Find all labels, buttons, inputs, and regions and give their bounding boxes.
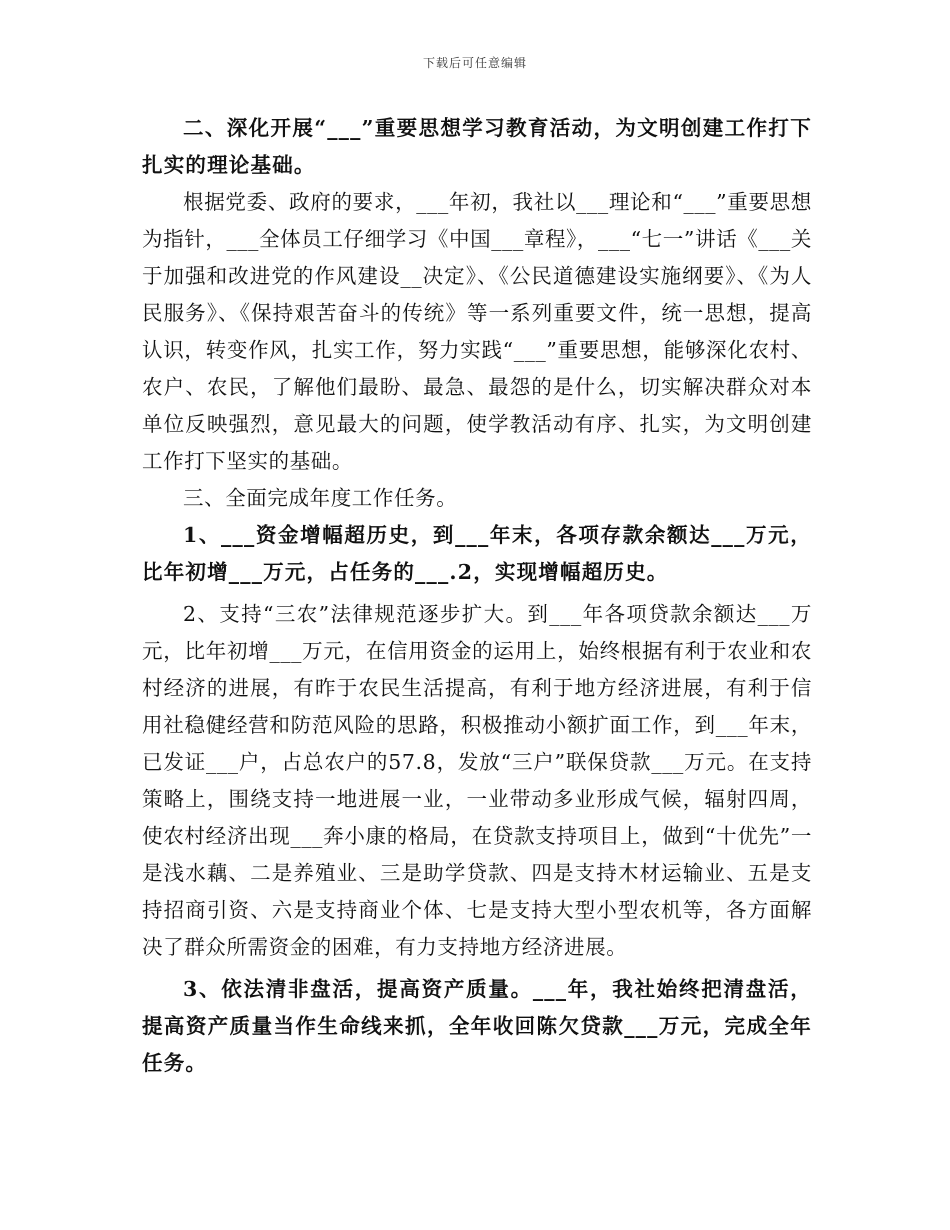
section-heading-two: 二、深化开展“___”重要思想学习教育活动，为文明创建工作打下扎实的理论基础。 [142, 116, 812, 177]
page-header: 下载后可任意编辑 [422, 56, 527, 70]
document-body [142, 110, 812, 1082]
list-item-asset-quality: 3、依法清非盘活，提高资产质量。___年，我社始终把清盘活，提高资产质量当作生命线来抓，全年收回陈欠贷款___万元，完成全年任务。 [142, 977, 812, 1075]
list-item-deposits: 1、___资金增幅超历史，到___年末，各项存款余额达___万元，比年初增___万元，占任务的___.2，实现增幅超历史。 [142, 523, 812, 584]
section-heading-three: 三、全面完成年度工作任务。 [183, 486, 458, 510]
list-item-loans: 2、支持“三农”法律规范逐步扩大。到___年各项贷款余额达___万元，比年初增___万元，在信用资金的运用上，始终根据有利于农业和农村经济的进展，有昨于农民生活提高，有利于地方经济进展，有利于信用社稳健经营和防范风险的思路，积极推动小额扩面工作，到___年末，已发证___户，占总农户的57.8，发放“三户”联保贷款___万元。在支持策略上，围绕支持一地进展一业，一业带动多业形成气候，辐射四周，使农村经济出现___奔小康的格局，在贷款支持项目上，做到“十优先”一是浅水藕、二是养殖业、三是助学贷款、四是支持木材运输业、五是支持招商引资、六是支持商业个体、七是支持大型小型农机等，各方面解决了群众所需资金的困难，有力支持地方经济进展。 [142, 602, 812, 959]
paragraph-study-activities: 根据党委、政府的要求，___年初，我社以___理论和“___”重要思想为指针，___全体员工仔细学习《中国___章程》，___“七一”讲话《___关于加强和改进党的作风建设__决定》、《公民道德建设实施纲要》、《为人民服务》、《保持艰苦奋斗的传统》等一系列重要文件，统一思想，提高认识，转变作风，扎实工作，努力实践“___”重要思想，能够深化农村、农户、农民，了解他们最盼、最急、最怨的是什么，切实解决群众对本单位反映强烈，意见最大的问题，使学教活动有序、扎实，为文明创建工作打下坚实的基础。 [142, 190, 812, 473]
